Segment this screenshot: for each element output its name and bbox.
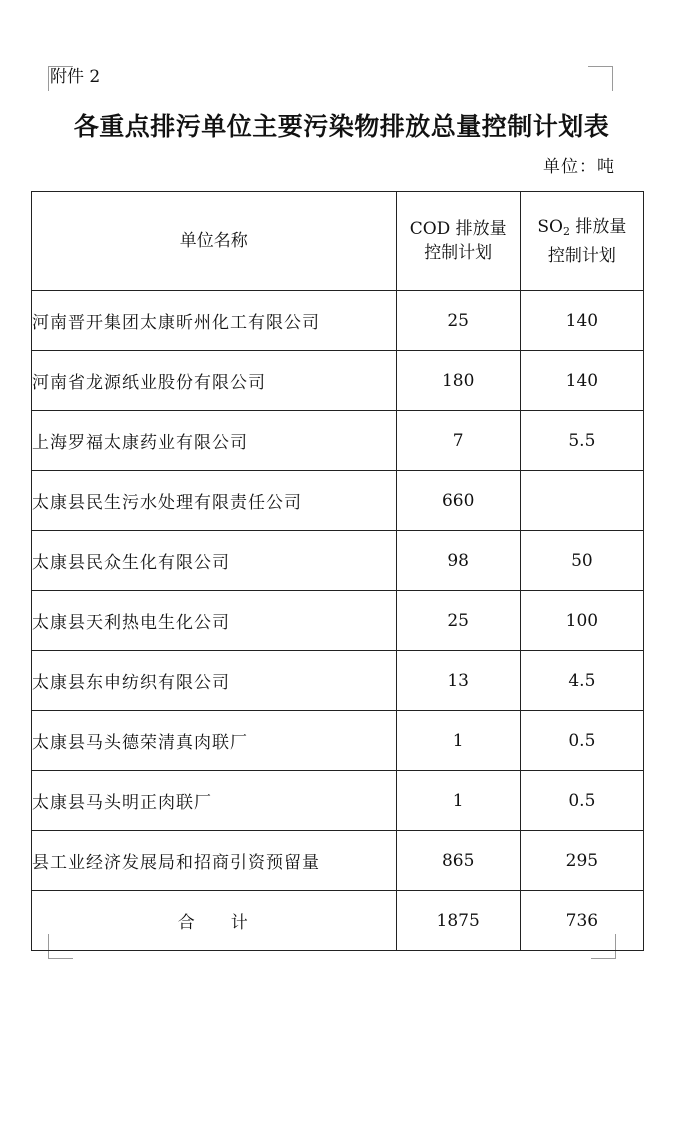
total-label <box>32 891 397 951</box>
header-so2-line1 <box>521 215 643 244</box>
table-header-row <box>32 192 644 291</box>
row-so2-value: 0.5 <box>520 771 643 831</box>
header-so2-subscript: 2 <box>562 224 570 238</box>
table-row <box>32 411 644 471</box>
row-unit-name: 县工业经济发展局和招商引资预留量 <box>32 831 397 891</box>
row-so2-value <box>520 471 643 531</box>
row-so2-value: 50 <box>520 531 643 591</box>
crop-mark-top-right <box>588 66 613 91</box>
row-unit-name: 太康县民众生化有限公司 <box>32 531 397 591</box>
row-so2-value: 140 <box>520 291 643 351</box>
table-row <box>32 651 644 711</box>
row-cod-value: 1 <box>396 711 520 771</box>
total-label-b: 计 <box>230 913 250 933</box>
table-row <box>32 351 644 411</box>
row-unit-name: 太康县民生污水处理有限责任公司 <box>32 471 397 531</box>
attachment-label: 附件 2 <box>50 67 101 87</box>
row-cod-value: 1 <box>396 771 520 831</box>
table-row <box>32 711 644 771</box>
page-title: 各重点排污单位主要污染物排放总量控制计划表 <box>73 112 610 141</box>
total-label-a: 合 <box>177 913 197 933</box>
row-unit-name: 太康县马头德荣清真肉联厂 <box>32 711 397 771</box>
row-cod-value: 25 <box>396 291 520 351</box>
total-row <box>32 891 644 951</box>
header-so2-suffix: 排放量 <box>569 216 627 237</box>
row-so2-value: 140 <box>520 351 643 411</box>
emission-control-table <box>31 191 644 951</box>
row-so2-value: 4.5 <box>520 651 643 711</box>
row-unit-name: 太康县东申纺织有限公司 <box>32 651 397 711</box>
row-cod-value: 865 <box>396 831 520 891</box>
unit-label: 单位：吨 <box>543 157 615 177</box>
table-row <box>32 531 644 591</box>
row-unit-name: 太康县天利热电生化公司 <box>32 591 397 651</box>
row-cod-value: 180 <box>396 351 520 411</box>
total-so2-value: 736 <box>520 891 643 951</box>
header-cod-line2: 控制计划 <box>424 243 493 263</box>
table-row <box>32 471 644 531</box>
header-cod <box>396 192 520 291</box>
table-row <box>32 771 644 831</box>
total-cod-value: 1875 <box>396 891 520 951</box>
header-unit-name <box>32 192 397 291</box>
header-so2-line2: 控制计划 <box>547 245 616 266</box>
header-so2-prefix: SO <box>537 216 563 237</box>
header-unit-name-text: 单位名称 <box>179 231 248 251</box>
row-cod-value: 660 <box>396 471 520 531</box>
row-unit-name: 河南省龙源纸业股份有限公司 <box>32 351 397 411</box>
row-cod-value: 7 <box>396 411 520 471</box>
row-so2-value: 5.5 <box>520 411 643 471</box>
row-unit-name: 太康县马头明正肉联厂 <box>32 771 397 831</box>
row-unit-name: 上海罗福太康药业有限公司 <box>32 411 397 471</box>
header-cod-line1: COD 排放量 <box>409 219 507 239</box>
row-so2-value: 0.5 <box>520 711 643 771</box>
row-cod-value: 98 <box>396 531 520 591</box>
table-row <box>32 591 644 651</box>
header-so2 <box>520 192 643 291</box>
row-cod-value: 13 <box>396 651 520 711</box>
table-row <box>32 831 644 891</box>
table-row <box>32 291 644 351</box>
row-so2-value: 100 <box>520 591 643 651</box>
row-unit-name: 河南晋开集团太康昕州化工有限公司 <box>32 291 397 351</box>
row-so2-value: 295 <box>520 831 643 891</box>
row-cod-value: 25 <box>396 591 520 651</box>
